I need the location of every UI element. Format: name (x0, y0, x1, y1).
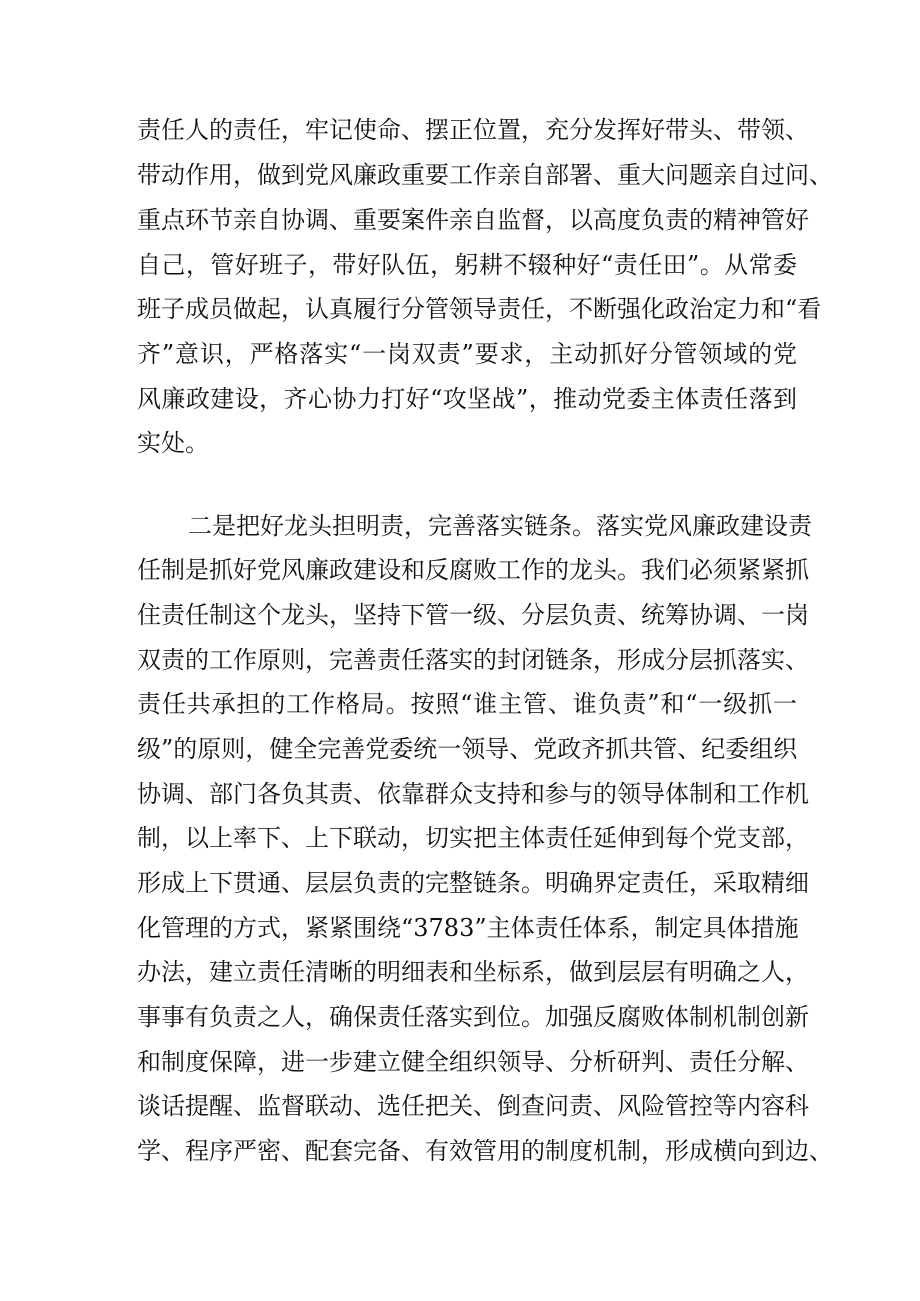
text-line: 风廉政建设，齐心协力打好“攻坚战”，推动党委主体责任落到 (137, 385, 797, 413)
text-line: 办法，建立责任清晰的明细表和坐标系，做到层层有明确之人， (137, 958, 809, 986)
text-line: 齐”意识，严格落实“一岗双责”要求，主动抓好分管领域的党 (137, 340, 797, 368)
text-line: 任制是抓好党风廉政建设和反腐败工作的龙头。我们必须紧紧抓 (137, 556, 809, 584)
text-line: 二是把好龙头担明责，完善落实链条。落实党风廉政建设责 (188, 512, 812, 540)
text-line: 制，以上率下、上下联动，切实把主体责任延伸到每个党支部， (137, 824, 809, 852)
text-line: 带动作用，做到党风廉政重要工作亲自部署、重大问题亲自过问、 (137, 161, 833, 189)
text-line: 谈话提醒、监督联动、选任把关、倒查问责、风险管控等内容科 (137, 1092, 809, 1120)
text-line: 班子成员做起，认真履行分管领导责任，不断强化政治定力和“看 (137, 295, 822, 323)
text-line: 重点环节亲自协调、重要案件亲自监督，以高度负责的精神管好 (137, 206, 809, 234)
text-line: 和制度保障，进一步建立健全组织领导、分析研判、责任分解、 (137, 1048, 809, 1076)
text-line: 事事有负责之人，确保责任落实到位。加强反腐败体制机制创新 (137, 1003, 809, 1031)
text-line: 级”的原则，健全完善党委统一领导、党政齐抓共管、纪委组织 (137, 735, 798, 763)
text-line: 责任人的责任，牢记使命、摆正位置，充分发挥好带头、带领、 (137, 116, 809, 144)
text-line: 形成上下贯通、层层负责的完整链条。明确界定责任，采取精细 (137, 869, 809, 897)
text-line: 责任共承担的工作格局。按照“谁主管、谁负责”和“一级抓一 (137, 690, 797, 718)
text-line: 实处。 (137, 429, 209, 457)
text-line: 协调、部门各负其责、依靠群众支持和参与的领导体制和工作机 (137, 780, 809, 808)
text-line: 住责任制这个龙头，坚持下管一级、分层负责、统筹协调、一岗 (137, 601, 809, 629)
text-line: 化管理的方式，紧紧围绕“3783”主体责任体系，制定具体措施 (137, 914, 799, 942)
text-line: 自己，管好班子，带好队伍，躬耕不辍种好“责任田”。从常委 (137, 251, 797, 279)
text-line: 双责的工作原则，完善责任落实的封闭链条，形成分层抓落实、 (137, 646, 809, 674)
text-line: 学、程序严密、配套完备、有效管用的制度机制，形成横向到边、 (137, 1137, 833, 1165)
